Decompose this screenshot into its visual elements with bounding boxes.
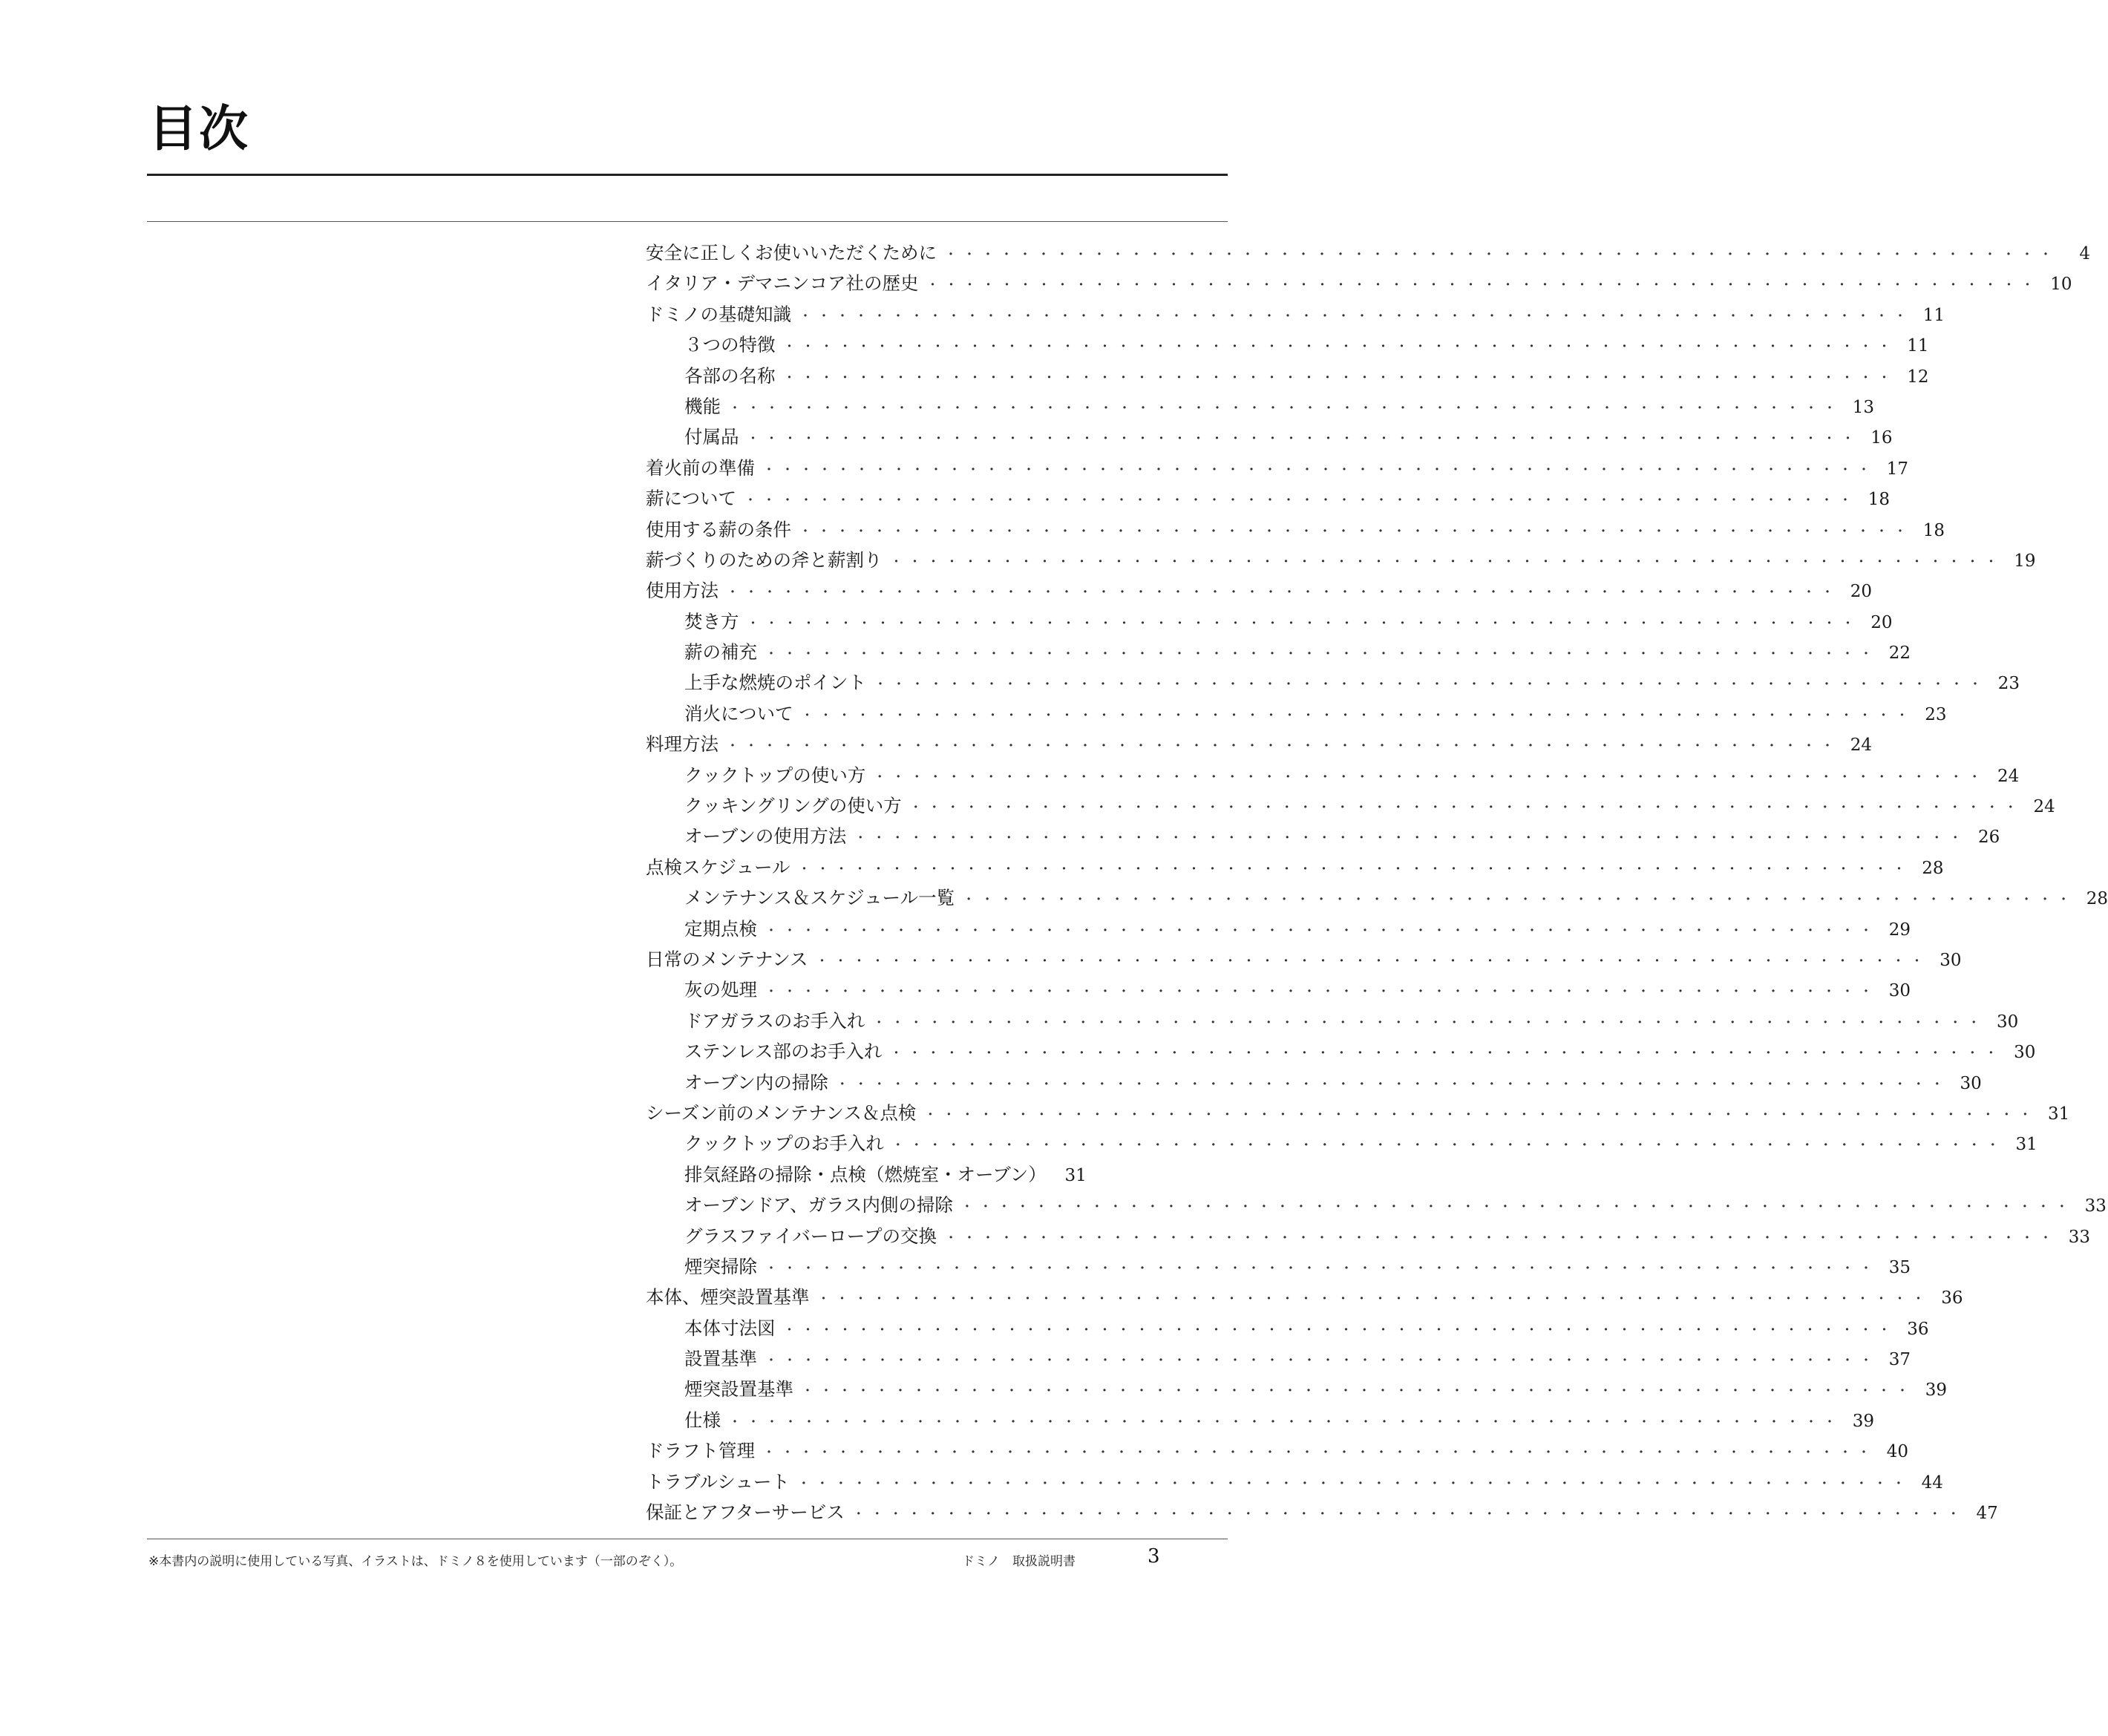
toc-page-number: 29 <box>1888 920 1911 940</box>
toc-entry-label: ドラフト管理 <box>646 1440 755 1462</box>
toc-entry-label: 定期点検 <box>684 917 757 940</box>
toc-leader-dots: ・・・・・・・・・・・・・・・・・・・・・・・・・・・・・・・・・・・・・・・・・・・・・・・・・・・・・・・・・・・・ <box>728 1414 1842 1430</box>
toc-entry-label: 着火前の準備 <box>646 456 755 479</box>
toc-entry[interactable] <box>646 453 1908 483</box>
toc-page-number: 11 <box>1907 336 1929 356</box>
toc-leader-dots: ・・・・・・・・・・・・・・・・・・・・・・・・・・・・・・・・・・・・・・・・・・・・・・・・・・・・・・・・・・・・ <box>744 493 1858 509</box>
toc-entry[interactable] <box>646 238 2090 268</box>
toc-entry-label: 保証とアフターサービス <box>646 1501 845 1524</box>
toc-page-number: 26 <box>1978 828 2000 848</box>
toc-entry-label: 設置基準 <box>684 1348 757 1370</box>
toc-subentry[interactable] <box>646 1221 2091 1251</box>
toc-entry-label: 日常のメンテナンス <box>646 948 808 970</box>
title-rule <box>147 174 1228 176</box>
toc-entry-label: 上手な燃焼のポイント <box>684 672 866 694</box>
toc-page-number: 4 <box>2079 244 2090 263</box>
toc-leader-dots: ・・・・・・・・・・・・・・・・・・・・・・・・・・・・・・・・・・・・・・・・・・・・・・・・・・・・・・・・・・・・ <box>926 278 2040 294</box>
toc-entry-label: 料理方法 <box>646 733 719 756</box>
toc-leader-dots: ・・・・・・・・・・・・・・・・・・・・・・・・・・・・・・・・・・・・・・・・・・・・・・・・・・・・・・・・・・・・ <box>782 1322 1896 1338</box>
toc-leader-dots: ・・・・・・・・・・・・・・・・・・・・・・・・・・・・・・・・・・・・・・・・・・・・・・・・・・・・・・・・・・・・ <box>765 646 1878 663</box>
toc-page-number: 33 <box>2084 1196 2107 1216</box>
toc-entry-label: オーブンドア、ガラス内側の掃除 <box>684 1194 953 1216</box>
toc-page-number: 19 <box>2014 551 2036 571</box>
toc-page-number: 24 <box>1850 736 1872 756</box>
toc-entry-label: 本体寸法図 <box>684 1317 776 1339</box>
toc-page-number: 30 <box>1997 1012 2019 1032</box>
toc-leader-dots: ・・・・・・・・・・・・・・・・・・・・・・・・・・・・・・・・・・・・・・・・・・・・・・・・・・・・・・・・・・・・ <box>944 1230 2058 1246</box>
toc-leader-dots: ・・・・・・・・・・・・・・・・・・・・・・・・・・・・・・・・・・・・・・・・・・・・・・・・・・・・・・・・・・・・ <box>801 1383 1914 1400</box>
toc-entry-label: トラブルシュート <box>646 1470 790 1493</box>
toc-subentry[interactable] <box>646 882 2108 913</box>
toc-page-number: 16 <box>1870 428 1893 448</box>
toc-leader-dots: ・・・・・・・・・・・・・・・・・・・・・・・・・・・・・・・・・・・・・・・・・・・・・・・・・・・・・・・・・・・・ <box>765 1353 1878 1369</box>
toc-leader-dots: ・・・・・・・・・・・・・・・・・・・・・・・・・・・・・・・・・・・・・・・・・・・・・・・・・・・・・・・・・・・・ <box>762 1445 1876 1461</box>
toc-page-number: 40 <box>1886 1442 1908 1462</box>
toc-page-number: 31 <box>2048 1104 2070 1124</box>
toc-entry[interactable] <box>646 268 2072 298</box>
toc-entry-label: グラスファイバーロープの交換 <box>684 1225 937 1247</box>
toc-leader-dots: ・・・・・・・・・・・・・・・・・・・・・・・・・・・・・・・・・・・・・・・・・・・・・・・・・・・・・・・・・・・・ <box>797 861 1911 877</box>
toc-page-number: 12 <box>1907 367 1929 387</box>
toc-leader-dots: ・・・・・・・・・・・・・・・・・・・・・・・・・・・・・・・・・・・・・・・・・・・・・・・・・・・・・・・・・・・・ <box>851 1507 1965 1523</box>
toc-page-number: 37 <box>1888 1350 1911 1370</box>
toc-leader-dots: ・・・・・・・・・・・・・・・・・・・・・・・・・・・・・・・・・・・・・・・・・・・・・・・・・・・・・・・・・・・・ <box>728 400 1842 416</box>
toc-entry-label: オーブンの使用方法 <box>684 825 847 848</box>
toc-leader-dots: ・・・・・・・・・・・・・・・・・・・・・・・・・・・・・・・・・・・・・・・・・・・・・・・・・・・・・・・・・・・・ <box>854 831 1968 847</box>
toc-leader-dots: ・・・・・・・・・・・・・・・・・・・・・・・・・・・・・・・・・・・・・・・・・・・・・・・・・・・・・・・・・・・・ <box>944 247 2058 263</box>
toc-page-number: 23 <box>1925 704 1947 724</box>
toc-leader-dots: ・・・・・・・・・・・・・・・・・・・・・・・・・・・・・・・・・・・・・・・・・・・・・・・・・・・・・・・・・・・・ <box>799 523 1912 540</box>
toc-leader-dots: ・・・・・・・・・・・・・・・・・・・・・・・・・・・・・・・・・・・・・・・・・・・・・・・・・・・・・・・・・・・・ <box>765 923 1878 939</box>
toc-subentry[interactable] <box>646 1313 1929 1343</box>
toc-subentry[interactable] <box>646 698 1947 729</box>
toc-entry[interactable] <box>646 1282 1963 1312</box>
toc-leader-dots: ・・・・・・・・・・・・・・・・・・・・・・・・・・・・・・・・・・・・・・・・・・・・・・・・・・・・・・・・・・・・ <box>889 554 2003 570</box>
footer-document-title: ドミノ 取扱説明書 <box>962 1554 1076 1569</box>
toc-subentry[interactable] <box>646 1251 1911 1282</box>
toc-entry-label: 排気経路の掃除・点検（燃焼室・オーブン） <box>684 1163 1047 1185</box>
toc-entry-label: 薪づくりのための斧と薪割り <box>646 548 883 571</box>
toc-leader-dots: ・・・・・・・・・・・・・・・・・・・・・・・・・・・・・・・・・・・・・・・・・・・・・・・・・・・・・・・・・・・・ <box>746 615 1860 632</box>
toc-subentry[interactable] <box>646 637 1911 667</box>
toc-page-number: 30 <box>2014 1043 2036 1063</box>
toc-subentry[interactable] <box>646 1128 2037 1159</box>
toc-entry-label: 使用する薪の条件 <box>646 518 791 540</box>
toc-leader-dots: ・・・・・・・・・・・・・・・・・・・・・・・・・・・・・・・・・・・・・・・・・・・・・・・・・・・・・・・・・・・・ <box>762 462 1876 478</box>
toc-page-number: 20 <box>1850 582 1872 602</box>
toc-entry-label: メンテナンス＆スケジュール一覧 <box>684 887 955 909</box>
toc-page-number: 10 <box>2050 275 2072 295</box>
toc-page-number: 23 <box>1997 674 2020 694</box>
toc-leader-dots: ・・・・・・・・・・・・・・・・・・・・・・・・・・・・・・・・・・・・・・・・・・・・・・・・・・・・・・・・・・・・ <box>726 738 1839 755</box>
toc-entry-label: 薪の補充 <box>684 641 757 664</box>
toc-subentry[interactable] <box>646 975 1911 1005</box>
page-title: 目次 <box>148 99 249 157</box>
footer-note: ※本書内の説明に使用している写真、イラストは、ドミノ８を使用しています（一部のぞく）。 <box>148 1554 683 1569</box>
toc-entry[interactable] <box>646 575 1872 606</box>
toc-page-number: 22 <box>1888 643 1911 664</box>
toc-entry-label: 煙突掃除 <box>684 1255 757 1277</box>
toc-entry-label: クッキングリングの使い方 <box>684 795 902 817</box>
toc-subentry[interactable] <box>646 361 1929 391</box>
toc-leader-dots: ・・・・・・・・・・・・・・・・・・・・・・・・・・・・・・・・・・・・・・・・・・・・・・・・・・・・・・・・・・・・ <box>873 769 1987 785</box>
toc-entry-label: 使用方法 <box>646 580 719 602</box>
toc-page-number: 44 <box>1921 1473 1943 1493</box>
toc-subentry[interactable] <box>646 821 2000 851</box>
toc-entry[interactable] <box>646 1497 1998 1527</box>
toc-page-number: 36 <box>1907 1319 1929 1339</box>
toc-entry-label: 本体、煙突設置基準 <box>646 1286 810 1308</box>
toc-subentry[interactable] <box>646 790 2055 821</box>
page-number: 3 <box>1148 1545 1160 1568</box>
toc-subentry[interactable] <box>646 606 1893 637</box>
toc-leader-dots: ・・・・・・・・・・・・・・・・・・・・・・・・・・・・・・・・・・・・・・・・・・・・・・・・・・・・・・・・・・・・ <box>746 431 1860 448</box>
toc-page-number: 11 <box>1922 305 1945 325</box>
toc-entry-label: ３つの特徴 <box>684 334 776 356</box>
toc-entry-label: ドアガラスのお手入れ <box>684 1009 865 1032</box>
toc-entry[interactable] <box>646 729 1872 759</box>
toc-entry[interactable] <box>646 1467 1943 1497</box>
toc-entry-label: ドミノの基礎知識 <box>646 303 791 325</box>
toc-subentry[interactable] <box>646 391 1874 422</box>
toc-entry-label: シーズン前のメンテナンス＆点検 <box>646 1101 917 1124</box>
toc-entry-label: 灰の処理 <box>684 979 757 1001</box>
toc-entry-label: 焚き方 <box>684 610 739 632</box>
toc-leader-dots: ・・・・・・・・・・・・・・・・・・・・・・・・・・・・・・・・・・・・・・・・・・・・・・・・・・・・・・・・・・・・ <box>874 677 1987 693</box>
toc-page-number: 17 <box>1886 459 1908 479</box>
toc-entry[interactable] <box>646 299 1945 330</box>
toc-page-number: 18 <box>1868 490 1891 510</box>
toc-subentry[interactable] <box>646 760 2020 790</box>
toc-leader-dots: ・・・・・・・・・・・・・・・・・・・・・・・・・・・・・・・・・・・・・・・・・・・・・・・・・・・・・・・・・・・・ <box>782 339 1896 356</box>
toc-entry-label: 機能 <box>684 395 721 417</box>
toc-entry-label: クックトップのお手入れ <box>684 1133 884 1155</box>
toc-entry-label: オーブン内の掃除 <box>684 1071 828 1093</box>
toc-leader-dots: ・・・・・・・・・・・・・・・・・・・・・・・・・・・・・・・・・・・・・・・・・・・・・・・・・・・・・・・・・・・・ <box>816 1291 1931 1308</box>
toc-leader-dots: ・・・・・・・・・・・・・・・・・・・・・・・・・・・・・・・・・・・・・・・・・・・・・・・・・・・・・・・・・・・・ <box>962 892 2076 908</box>
toc-subentry[interactable] <box>646 1159 1087 1190</box>
toc-page-number: 30 <box>1940 950 1962 970</box>
toc-entry-label: クックトップの使い方 <box>684 764 866 786</box>
toc-leader-dots: ・・・・・・・・・・・・・・・・・・・・・・・・・・・・・・・・・・・・・・・・・・・・・・・・・・・・・・・・・・・・ <box>765 1260 1878 1277</box>
toc-subentry[interactable] <box>646 914 1911 944</box>
toc-subentry[interactable] <box>646 422 1893 452</box>
toc-page-number: 33 <box>2068 1227 2091 1247</box>
toc-page-number: 13 <box>1852 397 1874 417</box>
toc-leader-dots: ・・・・・・・・・・・・・・・・・・・・・・・・・・・・・・・・・・・・・・・・・・・・・・・・・・・・・・・・・・・・ <box>889 1046 2003 1062</box>
toc-subentry[interactable] <box>646 1343 1911 1374</box>
toc-page-number: 24 <box>2033 797 2055 817</box>
toc-page-number: 36 <box>1941 1288 1963 1308</box>
toc-entry-label: 付属品 <box>684 426 739 448</box>
toc-entry-label: 煙突設置基準 <box>684 1378 793 1401</box>
toc-entry-label: イタリア・デマニンコア社の歴史 <box>646 272 919 295</box>
toc-leader-dots: ・・・・・・・・・・・・・・・・・・・・・・・・・・・・・・・・・・・・・・・・・・・・・・・・・・・・・・・・・・・・ <box>782 370 1896 386</box>
toc-leader-dots: ・・・・・・・・・・・・・・・・・・・・・・・・・・・・・・・・・・・・・・・・・・・・・・・・・・・・・・・・・・・・ <box>765 984 1878 1000</box>
toc-entry[interactable] <box>646 514 1945 545</box>
toc-entry[interactable] <box>646 483 1891 514</box>
toc-entry-label: 安全に正しくお使いいただくために <box>646 242 937 263</box>
toc-subentry[interactable] <box>646 1190 2107 1220</box>
toc-entry-label: ステンレス部のお手入れ <box>684 1041 883 1063</box>
toc-page-number: 31 <box>2015 1135 2037 1155</box>
toc-page-number: 24 <box>1997 766 2020 786</box>
toc-leader-dots: ・・・・・・・・・・・・・・・・・・・・・・・・・・・・・・・・・・・・・・・・・・・・・・・・・・・・・・・・・・・・ <box>960 1199 2074 1216</box>
toc-entry[interactable] <box>646 852 1944 882</box>
header-rule <box>147 221 1228 222</box>
toc-subentry[interactable] <box>646 330 1929 360</box>
toc-page-number: 47 <box>1976 1504 1998 1524</box>
toc-leader-dots: ・・・・・・・・・・・・・・・・・・・・・・・・・・・・・・・・・・・・・・・・・・・・・・・・・・・・・・・・・・・・ <box>799 308 1912 324</box>
toc-entry-label: 仕様 <box>684 1409 721 1431</box>
toc-entry-label: 消火について <box>684 702 793 724</box>
toc-page-number: 30 <box>1960 1073 1982 1093</box>
toc-leader-dots: ・・・・・・・・・・・・・・・・・・・・・・・・・・・・・・・・・・・・・・・・・・・・・・・・・・・・・・・・・・・・ <box>796 1475 1911 1492</box>
toc-page-number: 18 <box>1922 520 1945 540</box>
toc-page-number: 39 <box>1925 1380 1947 1401</box>
toc-entry[interactable] <box>646 1098 2070 1128</box>
toc-entry-label: 各部の名称 <box>684 364 776 387</box>
toc-page-number: 20 <box>1870 612 1893 632</box>
toc-entry[interactable] <box>646 1435 1908 1466</box>
toc-leader-dots: ・・・・・・・・・・・・・・・・・・・・・・・・・・・・・・・・・・・・・・・・・・・・・・・・・・・・・・・・・・・・ <box>726 585 1839 601</box>
toc-leader-dots: ・・・・・・・・・・・・・・・・・・・・・・・・・・・・・・・・・・・・・・・・・・・・・・・・・・・・・・・・・・・・ <box>909 800 2023 816</box>
toc-page-number: 28 <box>2086 889 2108 909</box>
toc-leader-dots: ・・・・・・・・・・・・・・・・・・・・・・・・・・・・・・・・・・・・・・・・・・・・・・・・・・・・・・・・・・・・ <box>891 1138 2005 1154</box>
toc-leader-dots: ・・・・・・・・・・・・・・・・・・・・・・・・・・・・・・・・・・・・・・・・・・・・・・・・・・・・・・・・・・・・ <box>835 1076 1949 1093</box>
toc-leader-dots: ・・・・・・・・・・・・・・・・・・・・・・・・・・・・・・・・・・・・・・・・・・・・・・・・・・・・・・・・・・・・ <box>872 1015 1986 1031</box>
toc-page-number: 28 <box>1922 858 1944 878</box>
toc-entry[interactable] <box>646 545 2036 575</box>
toc-leader-dots: ・・・・・・・・・・・・・・・・・・・・・・・・・・・・・・・・・・・・・・・・・・・・・・・・・・・・・・・・・・・・ <box>815 953 1929 969</box>
toc-subentry[interactable] <box>646 1067 1982 1098</box>
toc-entry[interactable] <box>646 944 1962 975</box>
toc-page-number: 35 <box>1888 1257 1911 1277</box>
toc-subentry[interactable] <box>646 1006 2019 1036</box>
toc-page-number: 31 <box>1064 1165 1087 1185</box>
toc-page-number: 39 <box>1852 1411 1874 1431</box>
table-of-contents <box>646 238 2108 1527</box>
toc-subentry[interactable] <box>646 1036 2036 1067</box>
toc-subentry[interactable] <box>646 1405 1874 1435</box>
toc-page-number: 30 <box>1888 981 1911 1001</box>
toc-leader-dots: ・・・・・・・・・・・・・・・・・・・・・・・・・・・・・・・・・・・・・・・・・・・・・・・・・・・・・・・・・・・・ <box>800 707 1914 724</box>
toc-leader-dots: ・・・・・・・・・・・・・・・・・・・・・・・・・・・・・・・・・・・・・・・・・・・・・・・・・・・・・・・・・・・・ <box>923 1107 2037 1123</box>
toc-subentry[interactable] <box>646 667 2020 698</box>
toc-entry-label: 薪について <box>646 488 737 510</box>
toc-entry-label: 点検スケジュール <box>646 856 790 878</box>
toc-subentry[interactable] <box>646 1374 1947 1404</box>
